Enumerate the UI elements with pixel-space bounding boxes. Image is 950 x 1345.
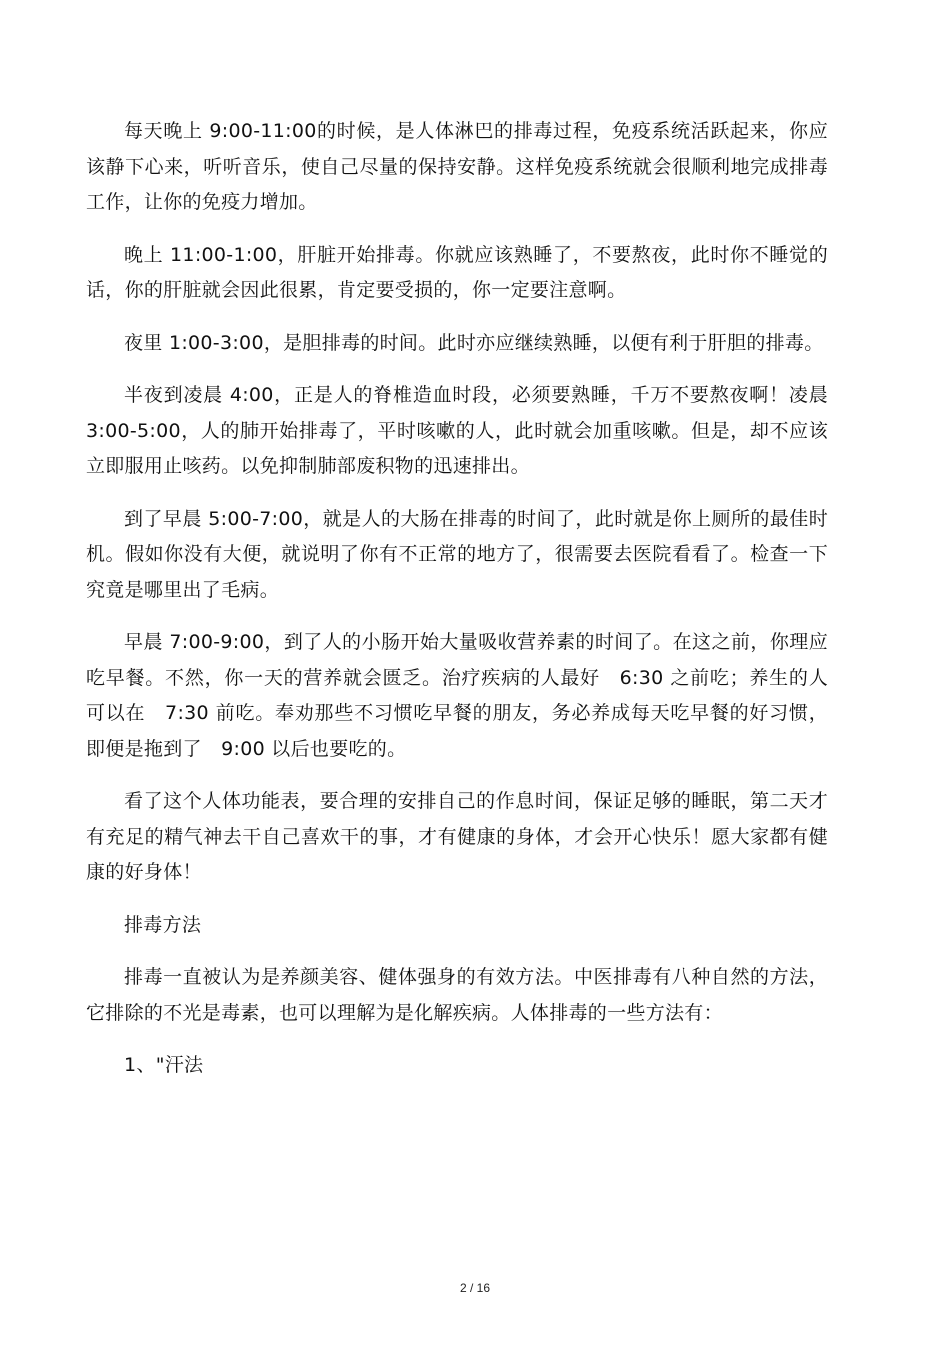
paragraph-large-intestine-detox: 到了早晨 5:00-7:00，就是人的大肠在排毒的时间了，此时就是你上厕所的最佳时机。假如你没有大便，就说明了你有不正常的地方了，很需要去医院看看了。检查一下究竟是哪里出了毛病。 [86,507,828,601]
section-heading-detox-methods: 排毒方法 [124,913,202,936]
paragraph-lymph-detox: 每天晚上 9:00-11:00的时候，是人体淋巴的排毒过程，免疫系统活跃起来，你应该静下心来，听听音乐，使自己尽量的保持安静。这样免疫系统就会很顺利地完成排毒工作，让你的免疫力增加。 [86,120,828,213]
paragraph-summary: 看了这个人体功能表，要合理的安排自己的作息时间，保证足够的睡眠，第二天才有充足的精气神去干自己喜欢干的事，才有健康的身体，才会开心快乐！愿大家都有健康的好身体！ [86,790,828,883]
document-body [86,114,828,1101]
paragraph-detox-methods-intro: 排毒一直被认为是养颜美容、健体强身的有效方法。中医排毒有八种自然的方法，它排除的不光是毒素，也可以理解为是化解疾病。人体排毒的一些方法有： [86,966,828,1024]
paragraph-spine-lung-detox: 半夜到凌晨 4:00，正是人的脊椎造血时段，必须要熟睡，千万不要熬夜啊！凌晨 3:00-5:00，人的肺开始排毒了，平时咳嗽的人，此时就会加重咳嗽。但是，却不应该立即服用止咳药。以免抑制肺部废积物的迅速排出。 [86,384,828,477]
paragraph-gallbladder-detox: 夜里 1:00-3:00，是胆排毒的时间。此时亦应继续熟睡，以便有利于肝胆的排毒。 [124,331,824,354]
paragraph-liver-detox: 晚上 11:00-1:00，肝脏开始排毒。你就应该熟睡了，不要熬夜，此时你不睡觉的话，你的肝脏就会因此很累，肯定要受损的，你一定要注意啊。 [86,243,828,301]
paragraph-small-intestine-breakfast: 早晨 7:00-9:00，到了人的小肠开始大量吸收营养素的时间了。在这之前，你理应吃早餐。不然，你一天的营养就会匮乏。治疗疾病的人最好 6:30 之前吃；养生的人可以在 7:30 前吃。奉劝那些不习惯吃早餐的朋友，务必养成每天吃早餐的好习惯，即便是拖到了 9:00 以后也要吃的。 [86,631,828,760]
list-item-sweat-method: 1、"汗法 [124,1054,204,1076]
page-number: 2 / 16 [459,1281,491,1295]
